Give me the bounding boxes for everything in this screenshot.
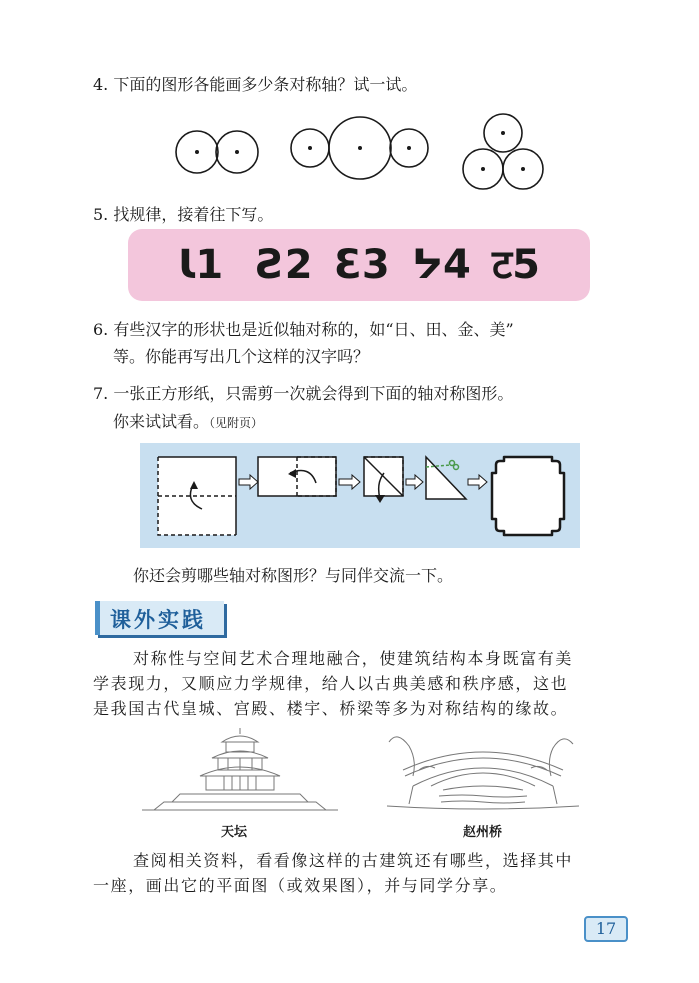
paragraph-1-line-2: 学表现力，又顺应力学规律，给人以古典美感和秩序感，这也 xyxy=(93,674,569,693)
pattern-symbol-3: Ɛ3 xyxy=(334,242,390,288)
question-6-line-1: 6. 有些汉字的形状也是近似轴对称的，如“日、田、金、美” xyxy=(93,320,514,339)
fold-step-1 xyxy=(158,457,236,535)
question-7-line-2-text: 你来试试看。 xyxy=(113,412,210,431)
circle-figures xyxy=(170,112,550,194)
practice-paragraph-1 xyxy=(93,646,633,721)
pattern-band xyxy=(128,229,590,301)
folding-steps-panel xyxy=(140,443,580,548)
temple-of-heaven-illustration xyxy=(140,724,340,814)
section-title-tag xyxy=(95,601,224,635)
practice-paragraph-2 xyxy=(93,848,633,898)
pattern-symbol-1: Ɩ1 xyxy=(178,242,224,288)
fold-step-4 xyxy=(426,457,466,499)
question-7-followup: 你还会剪哪些轴对称图形？与同伴交流一下。 xyxy=(133,566,454,585)
page-number: 17 xyxy=(584,916,628,942)
two-circles-figure xyxy=(176,131,258,173)
question-7-line-2 xyxy=(113,411,263,434)
section-title: 课外实践 xyxy=(110,608,206,632)
caption-zhaozhou-bridge: 赵州桥 xyxy=(463,825,503,840)
pattern-symbol-4: ᔭ4 xyxy=(412,242,471,288)
pattern-symbol-2: Ƨ2 xyxy=(256,242,313,288)
question-6-line-2: 等。你能再写出几个这样的汉字吗？ xyxy=(113,347,370,366)
zhaozhou-bridge-illustration xyxy=(383,724,583,814)
appendix-note: （见附页） xyxy=(209,416,264,430)
paragraph-2-line-1: 查阅相关资料，看看像这样的古建筑还有哪些，选择其中 xyxy=(133,851,574,870)
caption-temple-of-heaven: 天坛 xyxy=(221,825,248,840)
question-4: 4. 下面的图形各能画多少条对称轴？试一试。 xyxy=(93,75,418,94)
question-7-line-1: 7. 一张正方形纸，只需剪一次就会得到下面的轴对称图形。 xyxy=(93,384,514,403)
cut-result-shape xyxy=(492,457,564,535)
paragraph-1-line-3: 是我国古代皇城、宫殿、楼宇、桥梁等多为对称结构的缘故。 xyxy=(93,699,569,718)
paragraph-1-line-1: 对称性与空间艺术合理地融合，使建筑结构本身既富有美 xyxy=(133,649,574,668)
fold-step-2 xyxy=(258,457,336,496)
three-circles-triangle-figure xyxy=(463,114,543,189)
folding-steps-diagram xyxy=(140,443,580,548)
question-5: 5. 找规律，接着往下写。 xyxy=(93,205,274,224)
pattern-symbol-5: ट5 xyxy=(492,242,540,288)
paragraph-2-line-2: 一座，画出它的平面图（或效果图），并与同学分享。 xyxy=(93,876,508,895)
fold-step-3 xyxy=(364,457,403,503)
